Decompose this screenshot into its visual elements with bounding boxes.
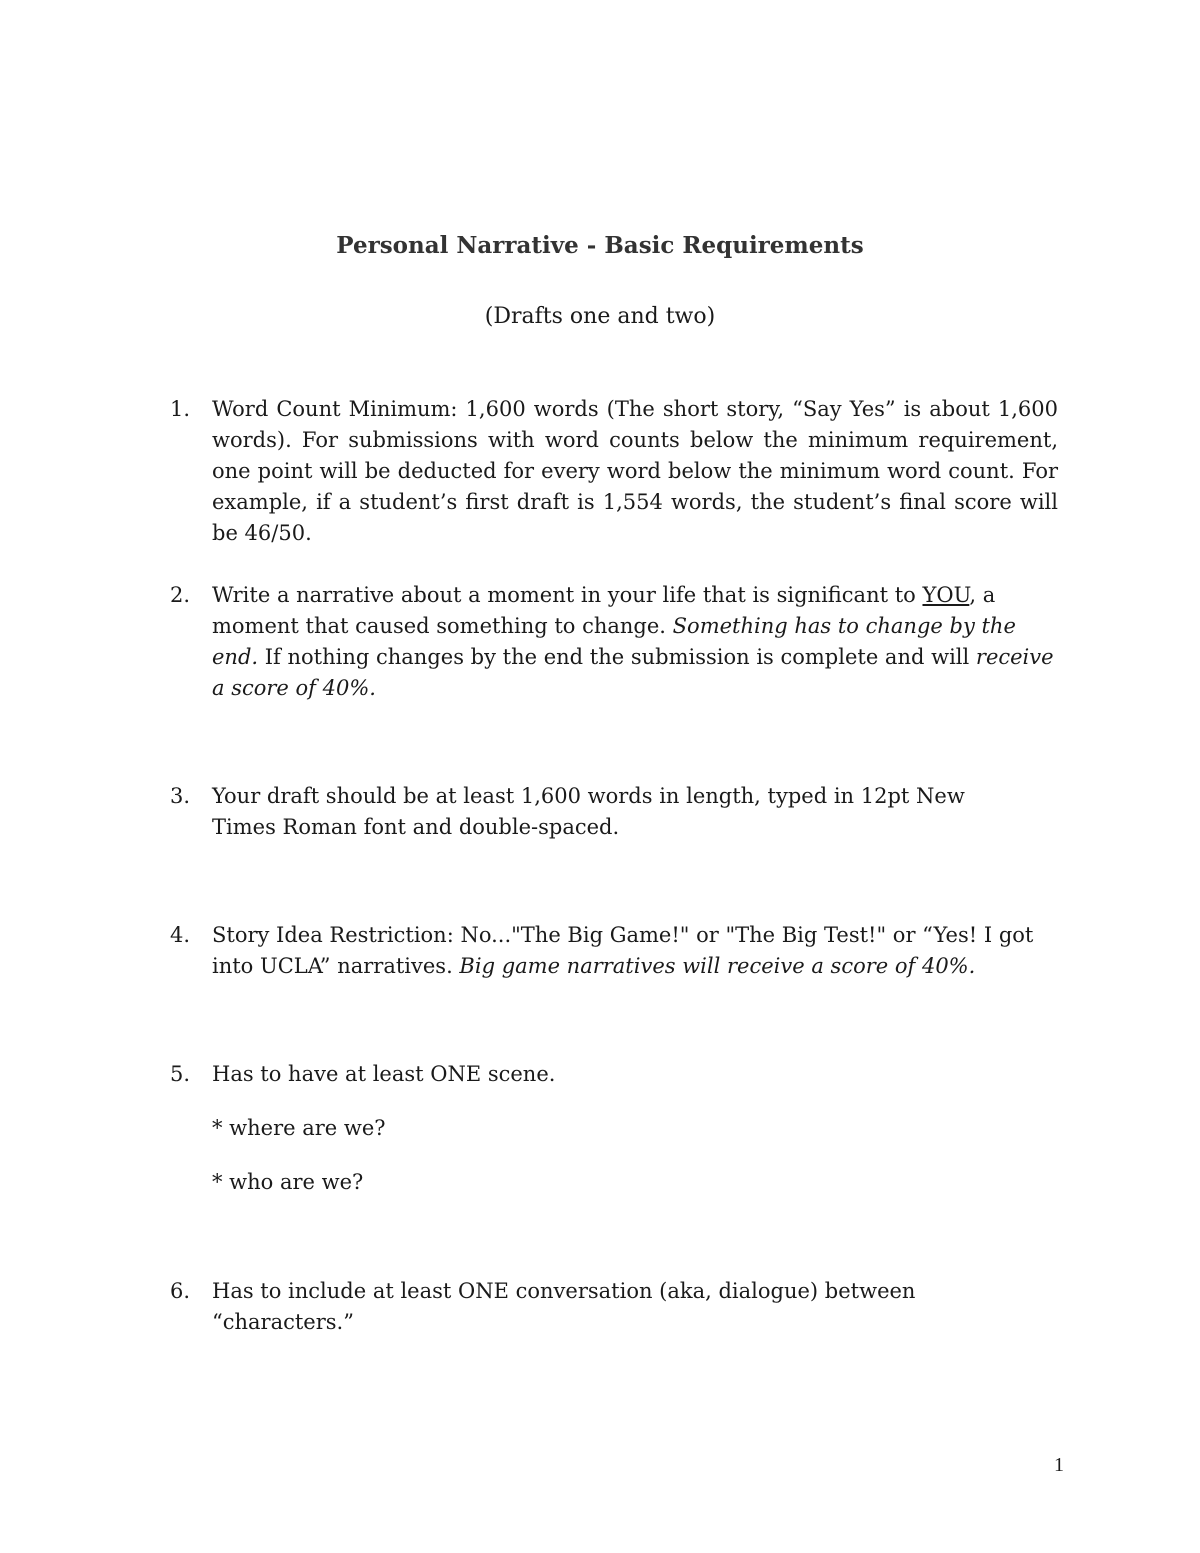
item-text	[212, 920, 1058, 982]
item-text-part: Story Idea Restriction: No..."The Big Game!" or "The Big Test!" or “Yes! I got into UCLA” narratives.	[212, 923, 1034, 978]
italic-emphasis: Big game narratives will receive a score of 40%.	[459, 954, 976, 978]
italic-emphasis: receive a score of 40%.	[212, 645, 1054, 700]
document-subtitle: (Drafts one and two)	[484, 304, 716, 329]
emphasis-you: YOU	[922, 583, 970, 607]
item-number: 3.	[170, 784, 191, 808]
requirement-item-4	[170, 920, 1058, 982]
item-number: 6.	[170, 1279, 191, 1303]
subpoint-who: * who are we?	[212, 1170, 364, 1194]
subpoint-where: * where are we?	[212, 1116, 386, 1140]
requirement-item-5	[170, 1059, 1058, 1090]
requirement-item-1	[170, 394, 1058, 549]
italic-emphasis: Something has to change by the end.	[212, 614, 1016, 669]
item-text	[212, 580, 1058, 704]
item-text-part: If nothing changes by the end the submission is complete and will	[258, 645, 976, 669]
item-number: 2.	[170, 583, 191, 607]
item-number: 5.	[170, 1062, 191, 1086]
requirement-item-3	[170, 781, 1030, 843]
requirement-item-6	[170, 1276, 1058, 1338]
page-number: 1	[1054, 1454, 1064, 1476]
item-text-part: , a moment that caused something to change.	[212, 583, 996, 638]
item-text: Word Count Minimum: 1,600 words (The short story, “Say Yes” is about 1,600 words). For submissions with word counts below the minimum requirement, one point will be deducted for every word below the minimum word count. For example, if a student’s first draft is 1,554 words, the student’s final score will be 46/50.	[212, 397, 1058, 545]
item-number: 4.	[170, 923, 191, 947]
item-text: Has to include at least ONE conversation (aka, dialogue) between “characters.”	[212, 1279, 916, 1334]
document-title: Personal Narrative - Basic Requirements	[336, 232, 864, 259]
item-number: 1.	[170, 397, 191, 421]
item-text: Has to have at least ONE scene.	[212, 1062, 556, 1086]
requirement-item-2	[170, 580, 1058, 704]
item-text-part: Write a narrative about a moment in your life that is significant to	[212, 583, 923, 607]
item-text: Your draft should be at least 1,600 words in length, typed in 12pt New Times Roman font and double-spaced.	[212, 784, 965, 839]
